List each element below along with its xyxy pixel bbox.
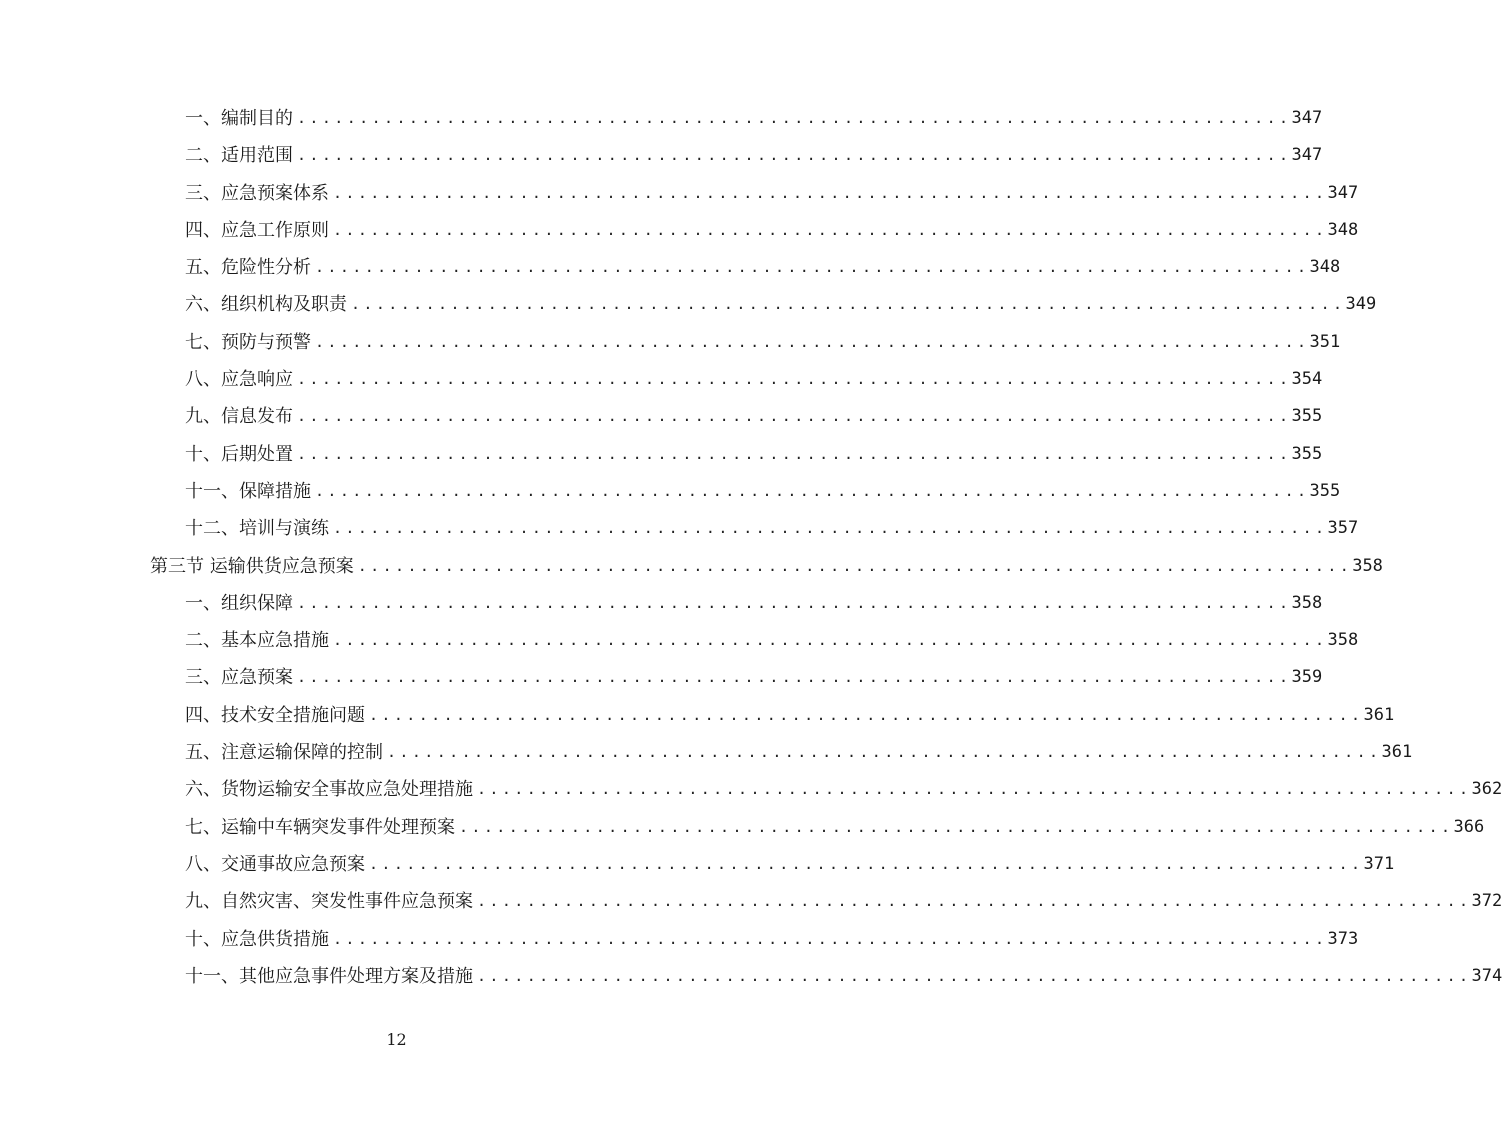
toc-entry-title: 二、基本应急措施 <box>185 622 333 659</box>
toc-entry-title: 第三节 运输供货应急预案 <box>150 548 358 585</box>
toc-entry-page: 361 <box>1381 742 1413 763</box>
toc-entry-page: 366 <box>1453 816 1485 837</box>
toc-entry-page: 348 <box>1309 257 1341 278</box>
toc-entry[interactable] <box>0 548 1383 585</box>
toc-dot-leader: ................................................................................ <box>333 631 1328 650</box>
toc-entry[interactable] <box>0 734 1413 771</box>
toc-entry-page: 347 <box>1291 108 1323 128</box>
toc-dot-leader: ................................................................................ <box>333 183 1328 202</box>
page-number: 12 <box>386 1030 407 1049</box>
toc-entry[interactable] <box>0 137 1323 174</box>
toc-dot-leader: ................................................................................ <box>333 519 1328 538</box>
toc-entry[interactable] <box>0 398 1323 435</box>
toc-entry[interactable] <box>0 175 1359 212</box>
toc-entry-title: 十、应急供货措施 <box>185 921 333 958</box>
toc-entry-page: 351 <box>1309 331 1341 352</box>
toc-entry[interactable] <box>0 361 1323 398</box>
toc-entry-title: 二、适用范围 <box>185 137 297 174</box>
toc-entry[interactable] <box>0 249 1341 286</box>
toc-dot-leader: ................................................................................ <box>315 481 1310 500</box>
toc-dot-leader: ................................................................................ <box>297 109 1292 127</box>
toc-entry-title: 七、预防与预警 <box>185 324 315 361</box>
toc-entry-page: 361 <box>1363 704 1395 725</box>
toc-entry[interactable] <box>0 212 1359 249</box>
toc-entry-page: 373 <box>1327 928 1359 949</box>
toc-entry-page: 358 <box>1352 555 1383 576</box>
toc-dot-leader: ................................................................................ <box>369 705 1364 724</box>
toc-entry-page: 355 <box>1309 480 1341 501</box>
toc-entry-title: 十一、保障措施 <box>185 473 315 510</box>
toc-entry[interactable] <box>0 771 1502 808</box>
toc-entry-title: 八、交通事故应急预案 <box>185 846 369 883</box>
toc-entry[interactable] <box>0 436 1323 473</box>
toc-entry[interactable] <box>0 100 1323 137</box>
toc-entry-page: 374 <box>1471 965 1502 986</box>
toc-entry-page: 357 <box>1327 518 1359 539</box>
toc-entry[interactable] <box>0 324 1341 361</box>
toc-entry[interactable] <box>0 622 1359 659</box>
toc-entry[interactable] <box>0 286 1377 323</box>
toc-entry-title: 四、技术安全措施问题 <box>185 697 369 734</box>
toc-dot-leader: ................................................................................ <box>315 332 1310 351</box>
toc-entry[interactable] <box>0 809 1485 846</box>
toc-entry-page: 347 <box>1291 145 1323 166</box>
toc-entry-title: 三、应急预案 <box>185 659 297 696</box>
toc-entry-page: 355 <box>1291 406 1323 427</box>
toc-entry-title: 一、编制目的 <box>185 100 297 137</box>
toc-entry-title: 五、危险性分析 <box>185 249 315 286</box>
toc-entry-title: 四、应急工作原则 <box>185 212 333 249</box>
toc-entry[interactable] <box>0 473 1341 510</box>
toc-entry[interactable] <box>0 510 1359 547</box>
toc-entry-title: 十、后期处置 <box>185 436 297 473</box>
toc-dot-leader: ................................................................................ <box>477 780 1472 799</box>
toc-entry-title: 六、货物运输安全事故应急处理措施 <box>185 771 477 808</box>
toc-entry-title: 一、组织保障 <box>185 585 297 622</box>
toc-dot-leader: ................................................................................ <box>297 370 1292 389</box>
toc-entry-page: 372 <box>1471 891 1502 912</box>
toc-dot-leader: ................................................................................ <box>459 817 1454 836</box>
toc-entry-page: 354 <box>1291 369 1323 390</box>
toc-entry[interactable] <box>0 958 1502 995</box>
toc-entry-page: 358 <box>1291 592 1323 613</box>
toc-entry-title: 十一、其他应急事件处理方案及措施 <box>185 958 477 995</box>
toc-entry-page: 359 <box>1291 667 1323 688</box>
toc-dot-leader: ................................................................................ <box>333 220 1328 239</box>
toc-entry-title: 五、注意运输保障的控制 <box>185 734 387 771</box>
toc-entry-title: 七、运输中车辆突发事件处理预案 <box>185 809 459 846</box>
toc-entry-page: 358 <box>1327 630 1359 651</box>
toc-entry[interactable] <box>0 846 1395 883</box>
toc-dot-leader: ................................................................................ <box>369 854 1364 873</box>
table-of-contents <box>0 100 1502 995</box>
toc-entry[interactable] <box>0 921 1359 958</box>
toc-dot-leader: ................................................................................ <box>477 892 1472 911</box>
toc-entry-title: 三、应急预案体系 <box>185 175 333 212</box>
toc-entry-title: 十二、培训与演练 <box>185 510 333 547</box>
toc-entry[interactable] <box>0 659 1323 696</box>
toc-entry-page: 371 <box>1363 853 1395 874</box>
toc-dot-leader: ................................................................................ <box>297 444 1292 463</box>
toc-entry-title: 六、组织机构及职责 <box>185 286 351 323</box>
toc-entry-title: 八、应急响应 <box>185 361 297 398</box>
toc-entry-title: 九、信息发布 <box>185 398 297 435</box>
toc-entry-page: 355 <box>1291 443 1323 464</box>
toc-entry-title: 九、自然灾害、突发性事件应急预案 <box>185 883 477 920</box>
toc-dot-leader: ................................................................................ <box>315 258 1310 277</box>
toc-dot-leader: ................................................................................ <box>297 593 1292 612</box>
toc-entry-page: 347 <box>1327 182 1359 203</box>
toc-entry-page: 362 <box>1471 779 1502 800</box>
toc-dot-leader: ................................................................................ <box>297 146 1292 165</box>
toc-dot-leader: ................................................................................ <box>357 556 1353 575</box>
toc-entry-page: 348 <box>1327 219 1359 240</box>
toc-dot-leader: ................................................................................ <box>387 743 1382 762</box>
toc-entry[interactable] <box>0 697 1395 734</box>
toc-dot-leader: ................................................................................ <box>297 407 1292 426</box>
toc-entry-page: 349 <box>1345 294 1377 315</box>
toc-dot-leader: ................................................................................ <box>477 966 1472 985</box>
toc-dot-leader: ................................................................................ <box>333 929 1328 948</box>
toc-entry[interactable] <box>0 883 1502 920</box>
toc-dot-leader: ................................................................................ <box>351 295 1346 314</box>
toc-entry[interactable] <box>0 585 1323 622</box>
toc-dot-leader: ................................................................................ <box>297 668 1292 687</box>
